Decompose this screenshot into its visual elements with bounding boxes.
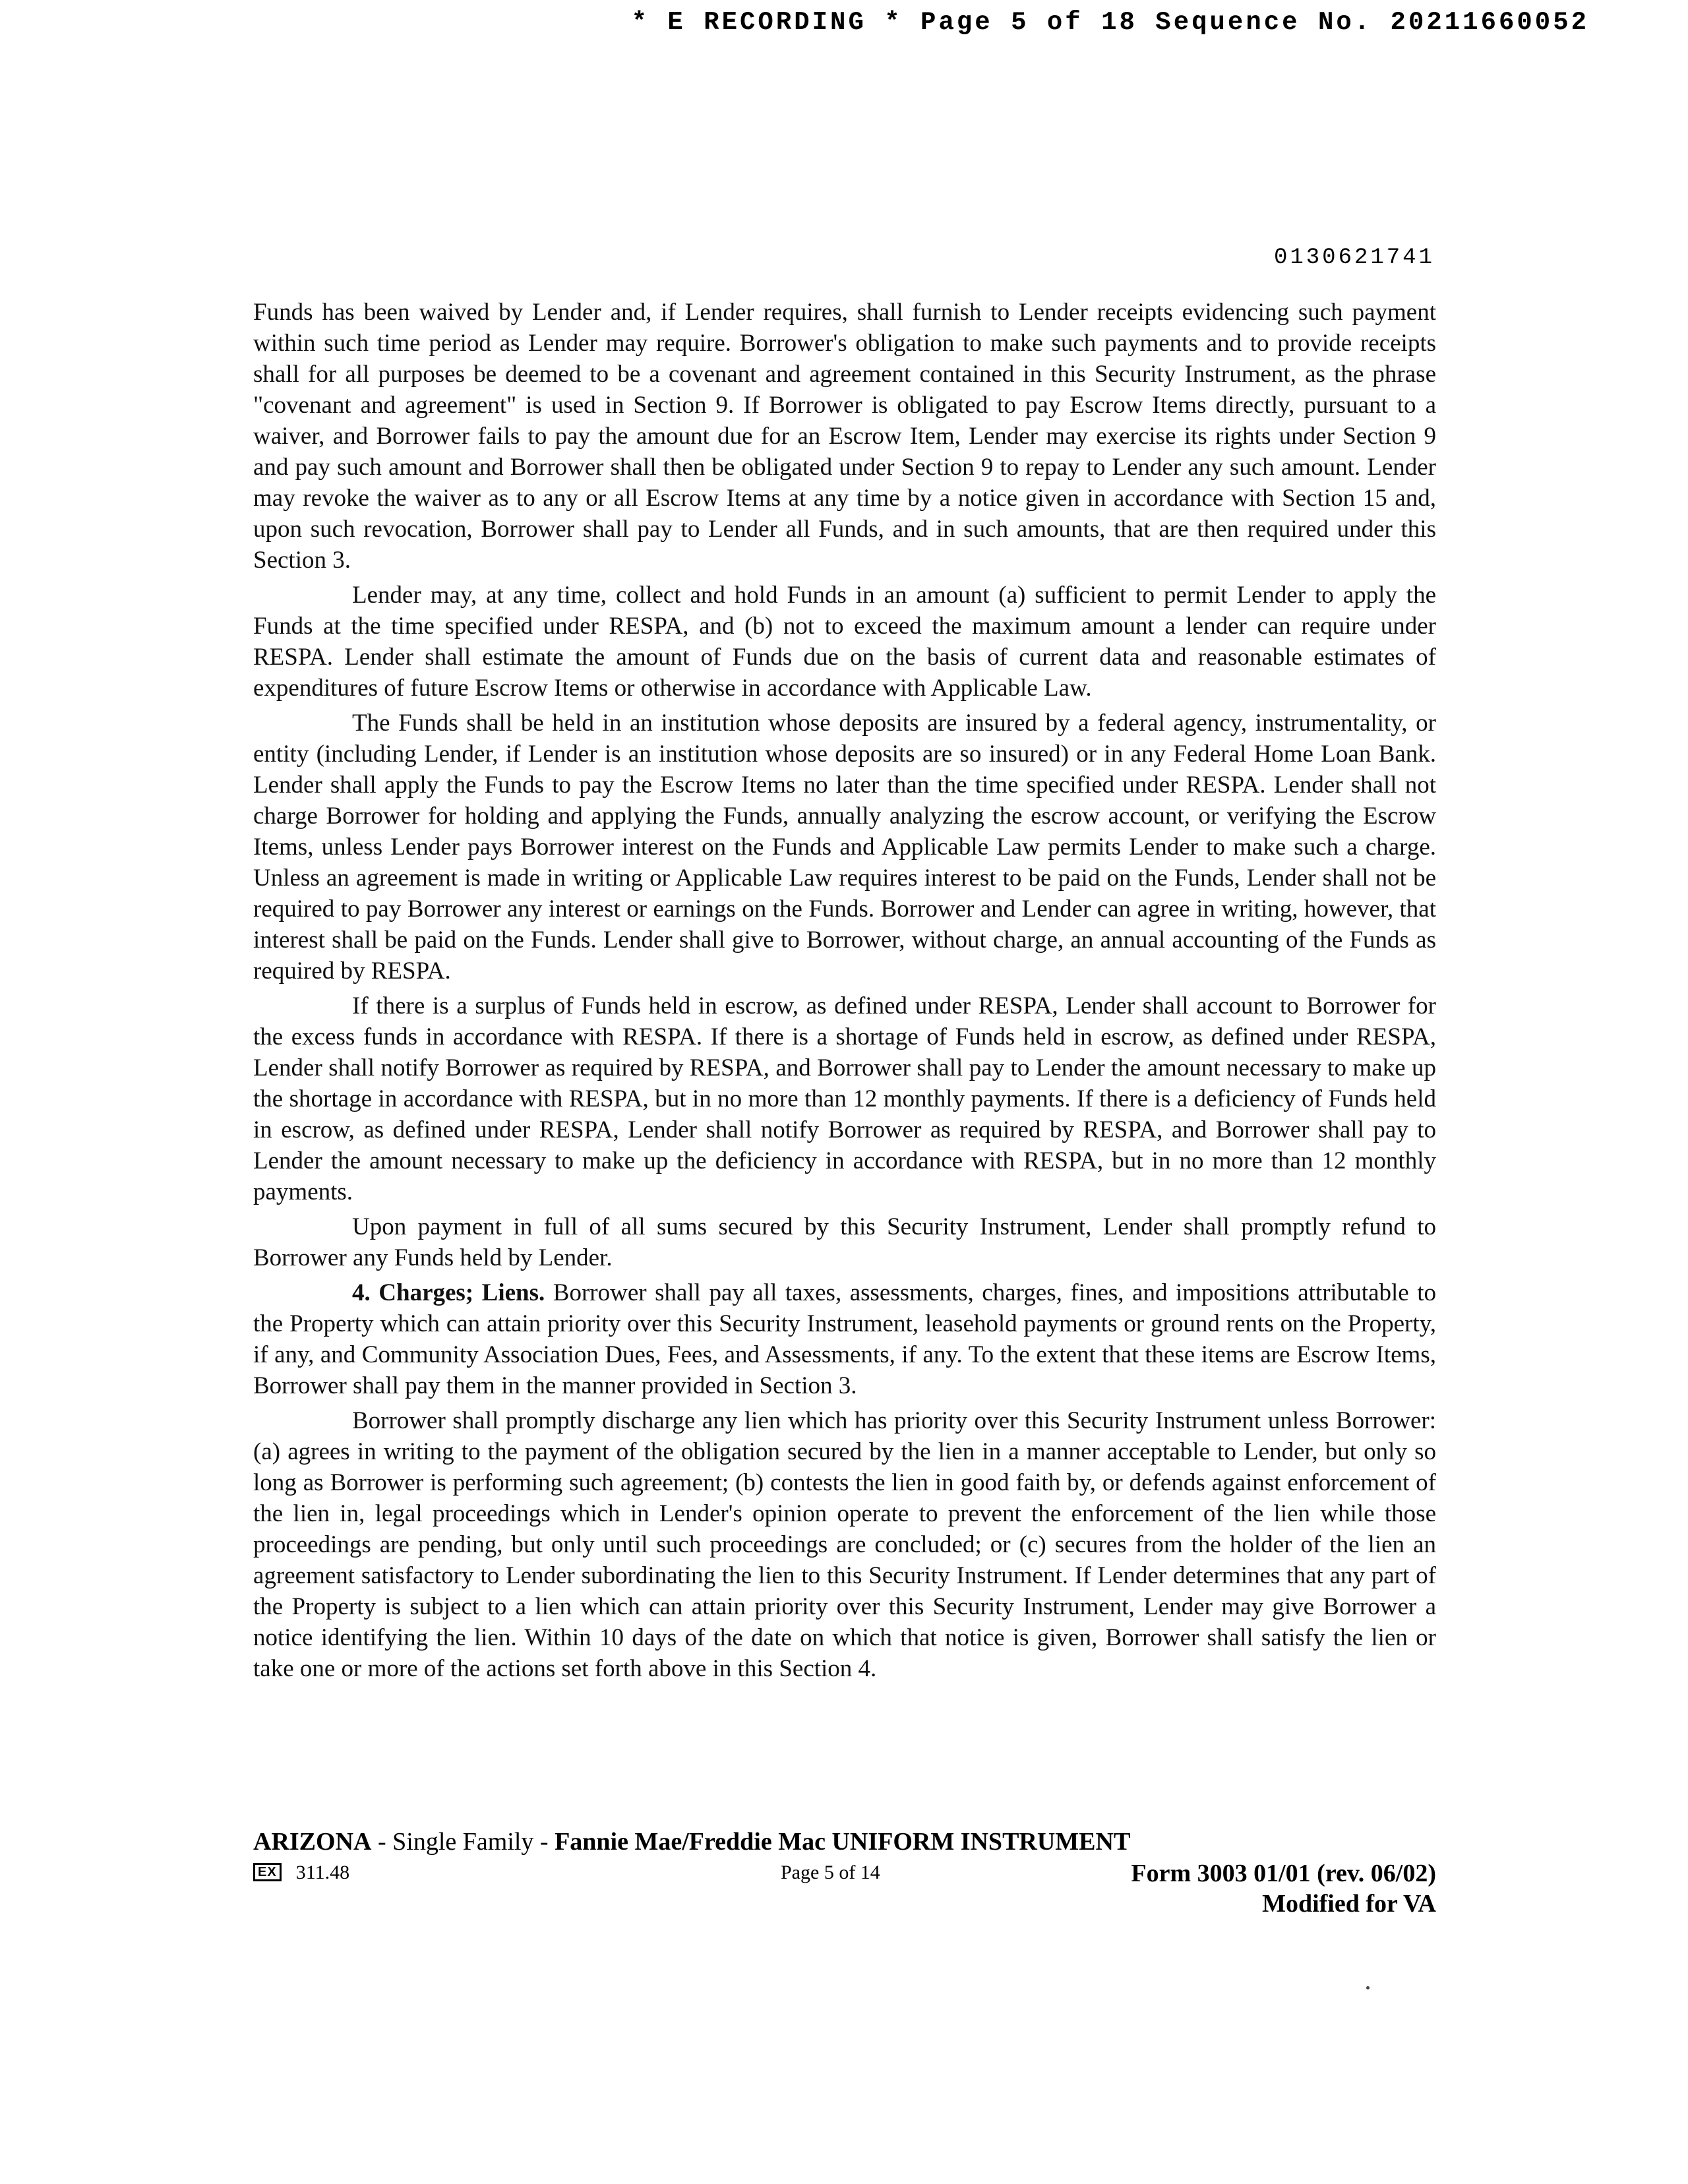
paragraph-charges-liens (253, 1277, 1436, 1401)
footer-code-number: 311.48 (295, 1862, 350, 1883)
paragraph-escrow-waiver: Funds has been waived by Lender and, if Lender requires, shall furnish to Lender receipts evidencing such payment within such time period as Lender may require. Borrower's obligation to make such payments and to provide receipts shall for all purposes be deemed to be a covenant and agreement contained in this Security Instrument, as the phrase "covenant and agreement" is used in Section 9. If Borrower is obligated to pay Escrow Items directly, pursuant to a waiver, and Borrower fails to pay the amount due for an Escrow Item, Lender may exercise its rights under Section 9 and pay such amount and Borrower shall then be obligated under Section 9 to repay to Lender any such amount. Lender may revoke the waiver as to any or all Escrow Items at any time by a notice given in accordance with Section 15 and, upon such revocation, Borrower shall pay to Lender all Funds, and in such amounts, that are then required under this Section 3. (253, 299, 1436, 574)
footer-state: ARIZONA (253, 1828, 372, 1856)
footer-separator: - Single Family - (371, 1828, 555, 1856)
paragraph-collect-funds: Lender may, at any time, collect and hold Funds in an amount (a) sufficient to permit Lender to apply the Funds at the time specified under RESPA, and (b) not to exceed the maximum amount a lender can require under RESPA. Lender shall estimate the amount of Funds due on the basis of current data and reasonable estimates of expenditures of future Escrow Items or otherwise in accordance with Applicable Law. (253, 582, 1436, 702)
footer-instrument-line (253, 1827, 1436, 1857)
document-body (253, 297, 1436, 1688)
loan-number: 0130621741 (1273, 245, 1435, 270)
footer-form-number: Form 3003 01/01 (rev. 06/02) (1131, 1860, 1436, 1887)
footer-modified: Modified for VA (1262, 1890, 1436, 1918)
charges-liens-text: Borrower shall pay all taxes, assessments, charges, fines, and impositions attributable to the Property which can attain priority over this Security Instrument, leasehold payments or ground rents on the Property, if any, and Community Association Dues, Fees, and Assessments, if any. To the extent that these items are Escrow Items, Borrower shall pay them in the manner provided in Section 3. (253, 1279, 1436, 1399)
paragraph-surplus-shortage: If there is a surplus of Funds held in escrow, as defined under RESPA, Lender shall account to Borrower for the excess funds in accordance with RESPA. If there is a shortage of Funds held in escrow, as defined under RESPA, Lender shall notify Borrower as required by RESPA, and Borrower shall pay to Lender the amount necessary to make up the shortage in accordance with RESPA, but in no more than 12 monthly payments. If there is a deficiency of Funds held in escrow, as defined under RESPA, Lender shall notify Borrower as required by RESPA, and Borrower shall pay to Lender the amount necessary to make up the deficiency in accordance with RESPA, but in no more than 12 monthly payments. (253, 992, 1436, 1205)
footer-form-row (253, 1858, 1436, 1889)
form-badge-icon: EX (253, 1863, 282, 1881)
paragraph-refund: Upon payment in full of all sums secured by this Security Instrument, Lender shall promptly refund to Borrower any Funds held by Lender. (253, 1213, 1436, 1271)
scan-speck (1366, 1986, 1370, 1989)
paragraph-discharge-lien: Borrower shall promptly discharge any lien which has priority over this Security Instrument unless Borrower: (a) agrees in writing to the payment of the obligation secured by the lien in a manner acceptable to Lender, but only so long as Borrower is performing such agreement; (b) contests the lien in good faith by, or defends against enforcement of the lien in, legal proceedings which in Lender's opinion operate to prevent the enforcement of the lien while those proceedings are pending, but only until such proceedings are concluded; or (c) secures from the holder of the lien an agreement satisfactory to Lender subordinating the lien to this Security Instrument. If Lender determines that any part of the Property is subject to a lien which can attain priority over this Security Instrument, Lender may give Borrower a notice identifying the lien. Within 10 days of the date on which that notice is given, Borrower shall satisfy the lien or take one or more of the actions set forth above in this Section 4. (253, 1407, 1436, 1682)
recording-header: * E RECORDING * Page 5 of 18 Sequence No. 20211660052 (631, 8, 1589, 37)
footer-instrument: Fannie Mae/Freddie Mac UNIFORM INSTRUMENT (555, 1828, 1131, 1856)
section-title-charges-liens: 4. Charges; Liens. (352, 1279, 545, 1306)
document-footer (253, 1827, 1436, 1919)
footer-code (253, 1858, 349, 1887)
footer-page-number: Page 5 of 14 (781, 1862, 880, 1883)
paragraph-funds-held: The Funds shall be held in an institution whose deposits are insured by a federal agency, instrumentality, or entity (including Lender, if Lender is an institution whose deposits are so insured) or in any Federal Home Loan Bank. Lender shall apply the Funds to pay the Escrow Items no later than the time specified under RESPA. Lender shall not charge Borrower for holding and applying the Funds, annually analyzing the escrow account, or verifying the Escrow Items, unless Lender pays Borrower interest on the Funds and Applicable Law permits Lender to make such a charge. Unless an agreement is made in writing or Applicable Law requires interest to be paid on the Funds, Lender shall not be required to pay Borrower any interest or earnings on the Funds. Borrower and Lender can agree in writing, however, that interest shall be paid on the Funds. Lender shall give to Borrower, without charge, an annual accounting of the Funds as required by RESPA. (253, 710, 1436, 985)
